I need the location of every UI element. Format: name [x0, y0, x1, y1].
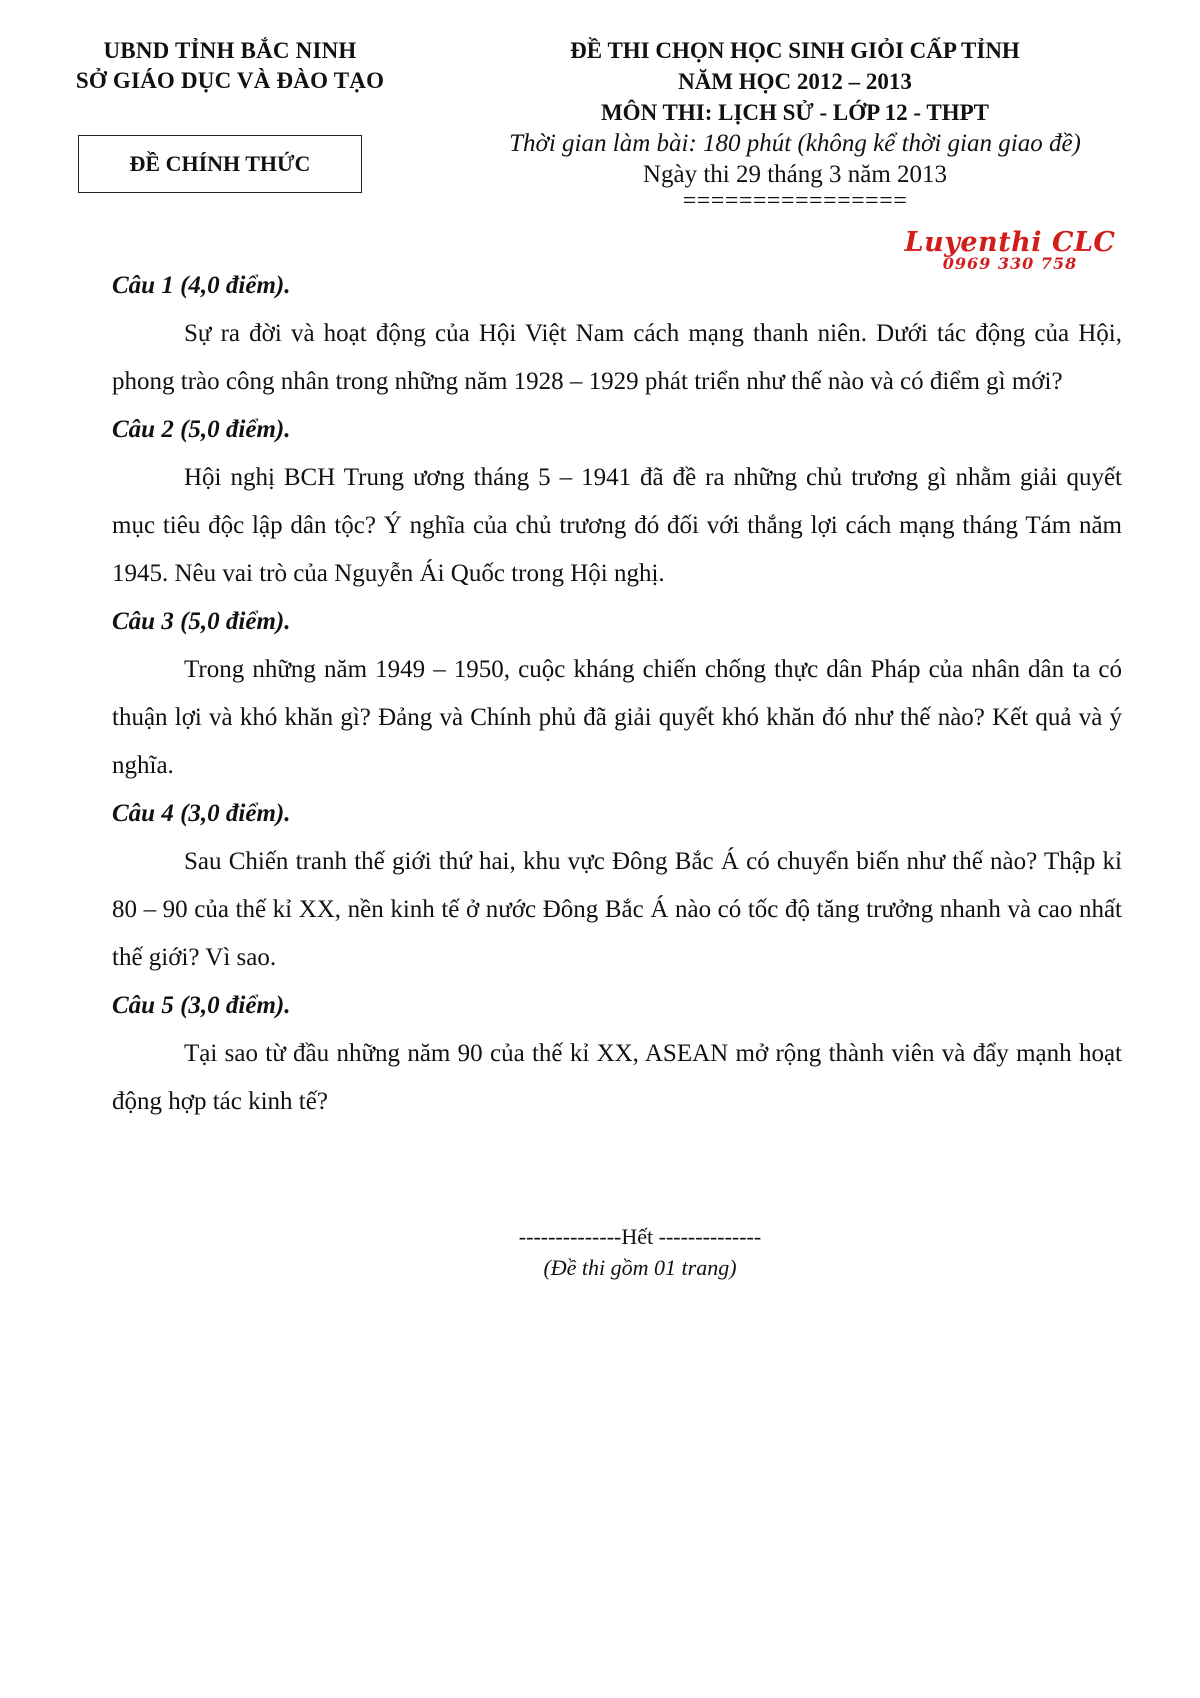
- exam-header: [430, 35, 1160, 212]
- question-body: Trong những năm 1949 – 1950, cuộc kháng chiến chống thực dân Pháp của nhân dân ta có thuận lợi và khó khăn gì? Đảng và Chính phủ đã giải quyết khó khăn đó như thế nào? Kết quả và ý nghĩa.: [112, 656, 1122, 779]
- official-label: ĐỀ CHÍNH THỨC: [129, 151, 311, 176]
- question-title: Câu 5 (3,0 điểm).: [112, 992, 291, 1019]
- org-line-1: UBND TỈNH BẮC NINH: [103, 38, 357, 63]
- question-title: Câu 1 (4,0 điểm).: [112, 272, 291, 299]
- official-label-box: [78, 135, 362, 193]
- question-4: [112, 790, 1122, 982]
- question-2: [112, 406, 1122, 598]
- page-count-note: (Đề thi gồm 01 trang): [543, 1255, 737, 1280]
- logo-phone: 0969 330 758: [942, 254, 1078, 273]
- question-body: Hội nghị BCH Trung ương tháng 5 – 1941 đã đề ra những chủ trương gì nhằm giải quyết mục tiêu độc lập dân tộc? Ý nghĩa của chủ trương đó đối với thắng lợi cách mạng tháng Tám năm 1945. Nêu vai trò của Nguyễn Ái Quốc trong Hội nghị.: [112, 464, 1122, 587]
- exam-date: Ngày thi 29 tháng 3 năm 2013: [642, 161, 948, 188]
- question-body: Tại sao từ đầu những năm 90 của thế kỉ XX, ASEAN mở rộng thành viên và đẩy mạnh hoạt động hợp tác kinh tế?: [112, 1040, 1122, 1115]
- issuing-authority: [60, 36, 400, 96]
- question-body: Sau Chiến tranh thế giới thứ hai, khu vực Đông Bắc Á có chuyển biến như thế nào? Thập kỉ 80 – 90 của thế kỉ XX, nền kinh tế ở nước Đông Bắc Á nào có tốc độ tăng trưởng nhanh và cao nhất thế giới? Vì sao.: [112, 848, 1122, 971]
- end-marker: --------------Hết --------------: [518, 1224, 762, 1249]
- exam-subject: MÔN THI: LỊCH SỬ - LỚP 12 - THPT: [600, 100, 990, 125]
- school-year: NĂM HỌC 2012 – 2013: [678, 69, 912, 94]
- org-line-2: SỞ GIÁO DỤC VÀ ĐÀO TẠO: [75, 68, 385, 93]
- exam-duration: Thời gian làm bài: 180 phút (không kể thời gian giao đề): [509, 130, 1081, 157]
- question-list: [112, 262, 1122, 1126]
- question-body: Sự ra đời và hoạt động của Hội Việt Nam cách mạng thanh niên. Dưới tác động của Hội, phong trào công nhân trong những năm 1928 – 1929 phát triển như thế nào và có điểm gì mới?: [112, 320, 1122, 395]
- question-3: [112, 598, 1122, 790]
- header-separator: ================: [682, 188, 908, 214]
- logo-brand: Luyenthi CLC: [904, 227, 1116, 258]
- question-5: [112, 982, 1122, 1126]
- question-title: Câu 4 (3,0 điểm).: [112, 800, 291, 827]
- question-title: Câu 2 (5,0 điểm).: [112, 416, 291, 443]
- document-footer: [440, 1222, 840, 1284]
- question-1: [112, 262, 1122, 406]
- question-title: Câu 3 (5,0 điểm).: [112, 608, 291, 635]
- exam-title: ĐỀ THI CHỌN HỌC SINH GIỎI CẤP TỈNH: [570, 38, 1020, 63]
